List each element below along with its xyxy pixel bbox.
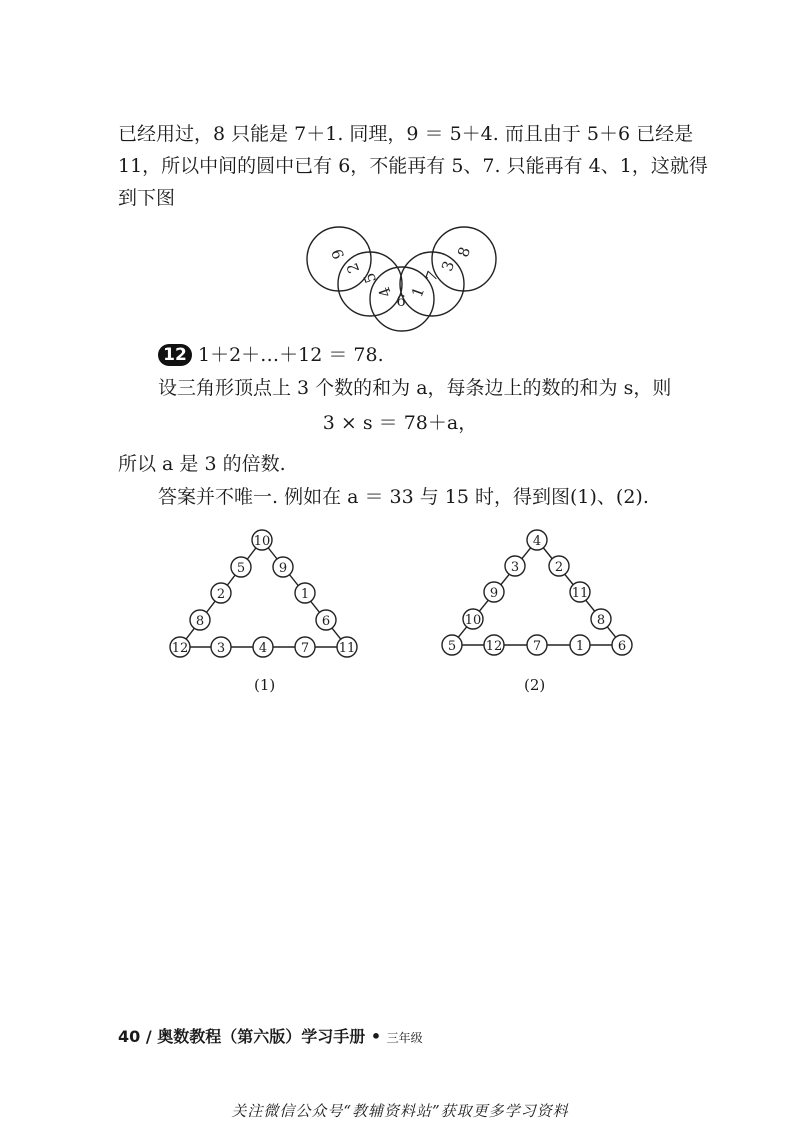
t1-right-3: 6 (321, 614, 331, 629)
page-number: 40 (118, 1027, 141, 1046)
circle-number-3: 3 (437, 258, 459, 274)
t2-bottom-3: 1 (575, 639, 585, 654)
grade-label: 三年级 (386, 1031, 423, 1045)
t1-left-1: 5 (236, 561, 246, 576)
t2-right-1: 2 (554, 560, 564, 575)
t2-apex: 4 (532, 534, 542, 549)
triangle-figure-1 (160, 526, 380, 676)
t2-bottom-right: 6 (617, 639, 627, 654)
page-footer (118, 1024, 423, 1047)
problem-12-line-3: 所以 a 是 3 的倍数. (118, 453, 286, 475)
t1-bottom-2: 4 (258, 641, 268, 656)
t1-bottom-right: 11 (338, 641, 356, 656)
circles-figure (0, 222, 800, 332)
t1-bottom-left: 12 (171, 641, 189, 656)
circle-number-4: 4 (374, 284, 396, 300)
t1-bottom-3: 7 (300, 641, 310, 656)
circle-number-7: 7 (421, 268, 443, 284)
t1-right-2: 1 (300, 587, 310, 602)
circle-number-9: 9 (327, 246, 349, 262)
t2-bottom-left: 5 (447, 639, 457, 654)
t1-right-1: 9 (278, 561, 288, 576)
book-title: / 奥数教程（第六版）学习手册 • (145, 1027, 382, 1046)
paragraph-line-1: 已经用过，8 只能是 7＋1. 同理，9 ＝ 5＋4. 而且由于 5＋6 已经是 (118, 123, 694, 145)
t2-bottom-2: 7 (532, 639, 542, 654)
triangle-1-caption: (1) (254, 676, 276, 694)
t2-bottom-1: 12 (485, 639, 503, 654)
watermark-banner: 关注微信公众号“教辅资料站”获取更多学习资料 (231, 1102, 569, 1120)
t2-left-2: 9 (489, 586, 499, 601)
t2-left-3: 10 (464, 613, 482, 628)
t1-apex: 10 (253, 534, 271, 549)
problem-12-line-4: 答案并不唯一. 例如在 a ＝ 33 与 15 时，得到图(1)、(2). (158, 486, 649, 508)
t2-right-3: 8 (596, 613, 606, 628)
problem-12-equation-1: 1＋2＋…＋12 ＝ 78. (198, 344, 384, 366)
circle-number-2: 2 (342, 260, 364, 276)
paragraph-line-3: 到下图 (118, 187, 176, 209)
t2-right-2: 11 (571, 586, 589, 601)
problem-12-line-1 (158, 339, 748, 371)
circle-number-5: 5 (359, 270, 381, 286)
triangle-2-caption: (2) (524, 676, 546, 694)
circle-number-8: 8 (453, 244, 475, 260)
t1-bottom-1: 3 (216, 641, 226, 656)
t1-left-2: 2 (216, 587, 226, 602)
t2-left-1: 3 (510, 560, 520, 575)
circle-number-6: 6 (396, 292, 406, 310)
circle-number-1: 1 (407, 284, 429, 300)
paragraph-line-2: 11，所以中间的圆中已有 6，不能再有 5、7. 只能再有 4、1，这就得 (118, 155, 708, 177)
problem-number-badge: 12 (158, 344, 192, 366)
problem-12-equation-2: 3 × s ＝ 78＋a， (322, 412, 478, 434)
triangle-figure-2 (432, 526, 652, 676)
t1-left-3: 8 (195, 614, 205, 629)
problem-12-line-2: 设三角形顶点上 3 个数的和为 a，每条边上的数的和为 s，则 (158, 377, 672, 399)
